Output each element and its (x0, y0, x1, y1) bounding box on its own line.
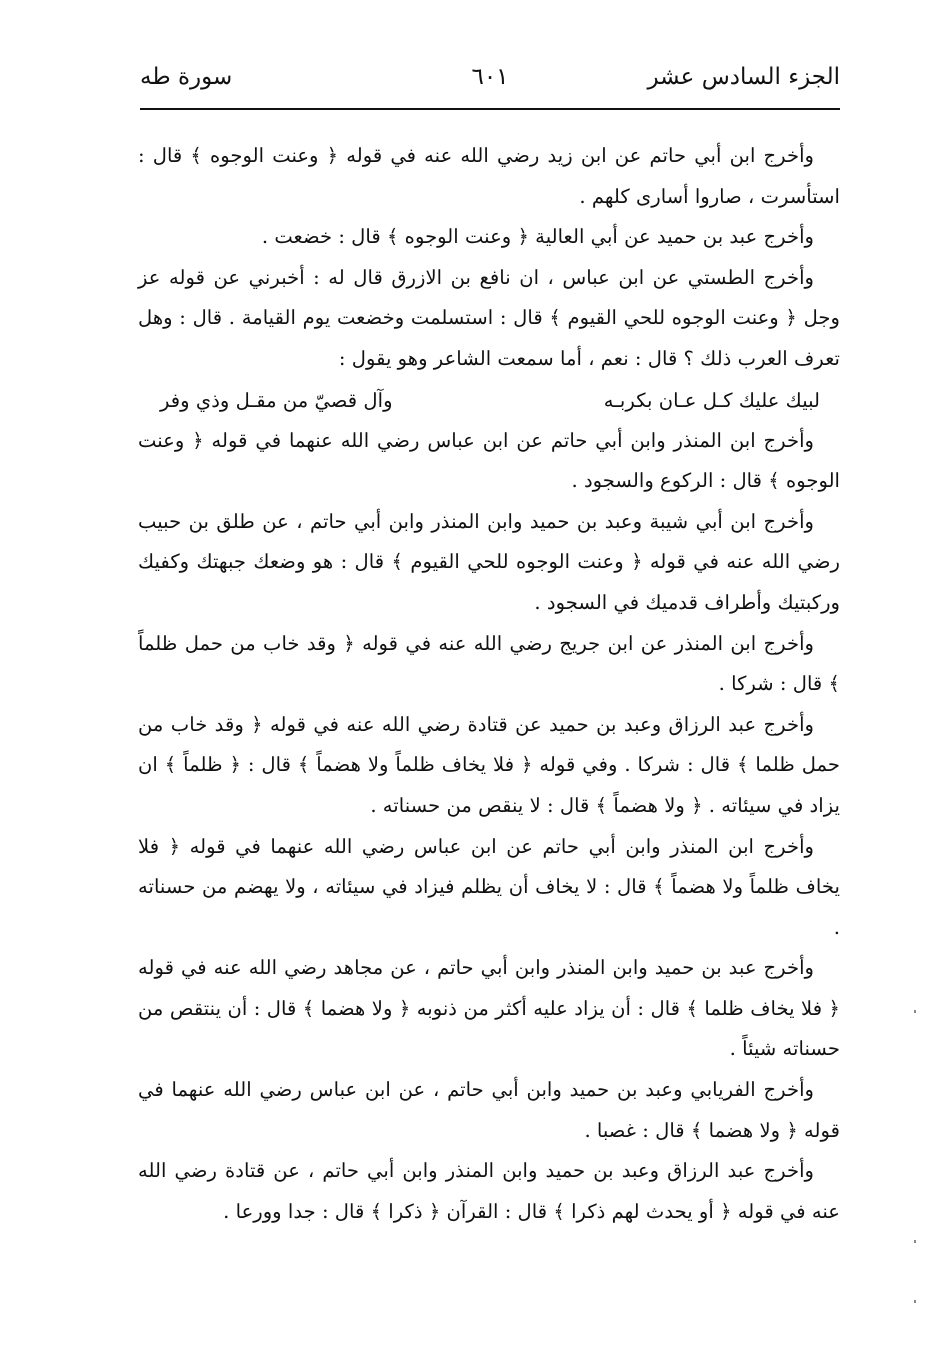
paragraph: وأخرج عبد الرزاق وعبد بن حميد وابن المنذر وابن أبي حاتم ، عن قتادة رضي الله عنه في قوله ﴿ أو يحدث لهم ذكرا ﴾ قال : القرآن ﴿ ذكرا ﴾ قال : جدا وورعا . (138, 1159, 840, 1223)
part-title: الجزء السادس عشر (647, 64, 840, 90)
paragraph: وأخرج الطستي عن ابن عباس ، ان نافع بن الازرق قال له : أخبرني عن قوله عز وجل ﴿ وعنت الوجوه للحي القيوم ﴾ قال : استسلمت وخضعت يوم القيامة . قال : وهل تعرف العرب ذلك ؟ قال : نعم ، أما سمعت الشاعر وهو يقول : (138, 265, 840, 370)
header-rule (140, 108, 840, 110)
scan-speck (914, 1300, 916, 1303)
poem-first-hemistich: لبيك عليك كـل عـان بكربـه (603, 388, 820, 412)
paragraph: وأخرج الفريابي وعبد بن حميد وابن أبي حاتم ، عن ابن عباس رضي الله عنهما في قوله ﴿ ولا هضما ﴾ قال : غصبا . (138, 1078, 840, 1142)
page-number: ٦٠١ (471, 64, 509, 90)
paragraph: وأخرج ابن أبي حاتم عن ابن زيد رضي الله عنه في قوله ﴿ وعنت الوجوه ﴾ قال : استأسرت ، صاروا أسارى كلهم . (138, 144, 840, 208)
paragraph: وأخرج عبد الرزاق وعبد بن حميد عن قتادة رضي الله عنه في قوله ﴿ وقد خاب من حمل ظلما ﴾ قال : شركا . وفي قوله ﴿ فلا يخاف ظلماً ولا هضماً ﴾ قال : ﴿ ظلماً ﴾ ان يزاد في سيئاته . ﴿ ولا هضماً ﴾ قال : لا ينقص من حسناته . (138, 712, 840, 817)
scan-speck (914, 1010, 916, 1013)
paragraph: وأخرج عبد بن حميد عن أبي العالية ﴿ وعنت الوجوه ﴾ قال : خضعت . (261, 225, 814, 249)
paragraph: وأخرج ابن المنذر وابن أبي حاتم عن ابن عباس رضي الله عنهما في قوله ﴿ وعنت الوجوه ﴾ قال : الركوع والسجود . (138, 428, 840, 493)
poem-verse (138, 380, 840, 421)
page-body (138, 136, 840, 1232)
poem-second-hemistich: وآل قصيّ من مقـل وذي وفر (160, 388, 393, 412)
scan-speck (914, 1240, 916, 1243)
surah-title: سورة طه (140, 64, 233, 90)
paragraph: وأخرج ابن أبي شيبة وعبد بن حميد وابن المنذر وابن أبي حاتم ، عن طلق بن حبيب رضي الله عنه في قوله ﴿ وعنت الوجوه للحي القيوم ﴾ قال : هو وضعك جبهتك وكفيك وركبتيك وأطراف قدميك في السجود . (138, 509, 840, 614)
paragraph: وأخرج ابن المنذر وابن أبي حاتم عن ابن عباس رضي الله عنهما في قوله ﴿ فلا يخاف ظلماً ولا هضماً ﴾ قال : لا يخاف أن يظلم فيزاد في سيئاته ، ولا يهضم من حسناته . (138, 834, 840, 939)
paragraph: وأخرج عبد بن حميد وابن المنذر وابن أبي حاتم ، عن مجاهد رضي الله عنه في قوله ﴿ فلا يخاف ظلما ﴾ قال : أن يزاد عليه أكثر من ذنوبه ﴿ ولا هضما ﴾ قال : أن ينتقص من حسناته شيئاً . (138, 956, 840, 1061)
page-header (140, 58, 840, 104)
paragraph: وأخرج ابن المنذر عن ابن جريج رضي الله عنه في قوله ﴿ وقد خاب من حمل ظلماً ﴾ قال : شركا . (138, 631, 840, 696)
